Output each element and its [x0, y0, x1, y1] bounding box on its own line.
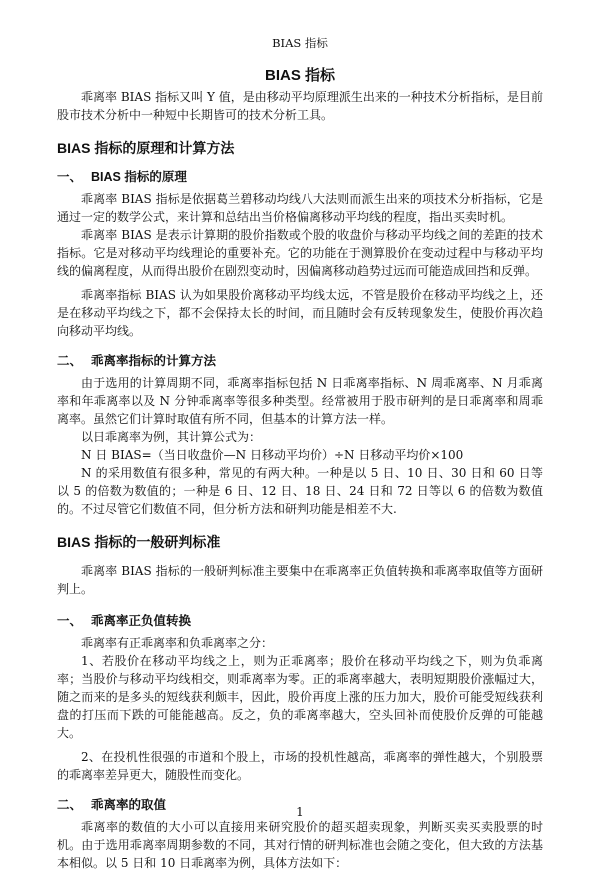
document-body	[57, 58, 543, 872]
paragraph: 2、在投机性很强的市道和个股上，市场的投机性越高，乖离率的弹性越大，个别股票的乖离率差异更大，随股性而变化。	[57, 750, 543, 782]
section1-sub2-number: 二、	[57, 354, 83, 368]
section1-sub1-heading	[57, 168, 543, 186]
paragraph: 乖离率 BIAS 是表示计算期的股价指数或个股的收盘价与移动平均线之间的差距的技术指标。它是对移动平均线理论的重要补充。它的功能在于测算股价在变动过程中与移动平均线的偏离程度，从而得出股价在剧烈变动时，因偏离移动趋势过远而可能造成回挡和反弹。	[57, 228, 543, 278]
section1-heading: BIAS 指标的原理和计算方法	[57, 140, 235, 156]
section2-sub1-title: 乖离率正负值转换	[91, 614, 192, 628]
paragraph: 乖离率指标 BIAS 认为如果股价离移动平均线太远，不管是股价在移动平均线之上，还是在移动平均线之下，都不会保持太长的时间，而且随时会有反转现象发生，使股价再次趋向移动平均线。	[57, 288, 543, 338]
paragraph: 乖离率 BIAS 指标是依据葛兰碧移动均线八大法则而派生出来的项技术分析指标，它是通过一定的数学公式，来计算和总结出当价格偏离移动平均线的程度，指出买卖时机。	[57, 192, 543, 224]
running-header: BIAS 指标	[272, 36, 328, 50]
section2-sub1-number: 一、	[57, 614, 83, 628]
section1-sub1-number: 一、	[57, 170, 83, 184]
section2-sub2-title: 乖离率的取值	[91, 798, 167, 812]
intro-paragraph: 乖离率 BIAS 指标又叫 Y 值，是由移动平均原理派生出来的一种技术分析指标，是目前股市技术分析中一种短中长期皆可的技术分析工具。	[57, 90, 543, 122]
section1-sub2-title: 乖离率指标的计算方法	[91, 354, 217, 368]
paragraph: 乖离率 BIAS 指标的一般研判标准主要集中在乖离率正负值转换和乖离率取值等方面研判上。	[57, 564, 543, 596]
section2-sub1-heading	[57, 612, 543, 630]
paragraph: 乖离率有正乖离率和负乖离率之分：	[81, 636, 274, 650]
section1-sub2-heading	[57, 352, 543, 370]
paragraph: 1、若股价在移动平均线之上，则为正乖离率；股价在移动平均线之下，则为负乖离率；当股价与移动平均线相交，则乖离率为零。正的乖离率越大，表明短期股价涨幅过大，随之而来的是多头的短线获利颇丰，因此，股价再度上涨的压力加大，股价可能受短线获利盘的打压而下跌的可能能越高。反之，负的乖离率越大，空头回补而使股价反弹的可能越大。	[57, 654, 543, 740]
paragraph: 以日乖离率为例，其计算公式为：	[81, 430, 262, 444]
section2-sub2-number: 二、	[57, 798, 83, 812]
paragraph: N 的采用数值有很多种，常见的有两大种。一种是以 5 日、10 日、30 日和 60 日等以 5 的倍数为数值的；一种是 6 日、12 日、18 日、24 日和 72 日等以 6 的倍数为数值的。不过尽管它们数值不同，但分析方法和研判功能是相差不大.	[57, 466, 543, 516]
paragraph: 乖离率的数值的大小可以直接用来研究股价的超买超卖现象，判断买卖买卖股票的时机。由于选用乖离率周期参数的不同，其对行情的研判标准也会随之变化，但大致的方法基本相似。以 5 日和 10 日乖离率为例，具体方法如下：	[57, 820, 543, 870]
section1-sub1-title: BIAS 指标的原理	[91, 170, 187, 184]
page-number: 1	[296, 805, 304, 819]
document-title: BIAS 指标	[264, 67, 335, 84]
paragraph: 由于选用的计算周期不同，乖离率指标包括 N 日乖离率指标、N 周乖离率、N 月乖离率和年乖离率以及 N 分钟乖离率等很多种类型。经常被用于股市研判的是日乖离率和周乖离率。虽然它们计算时取值有所不同，但基本的计算方法一样。	[57, 376, 543, 426]
bias-formula: N 日 BIAS=（当日收盘价—N 日移动平均价）÷N 日移动平均价×100	[81, 448, 464, 462]
section2-heading: BIAS 指标的一般研判标准	[57, 534, 221, 550]
